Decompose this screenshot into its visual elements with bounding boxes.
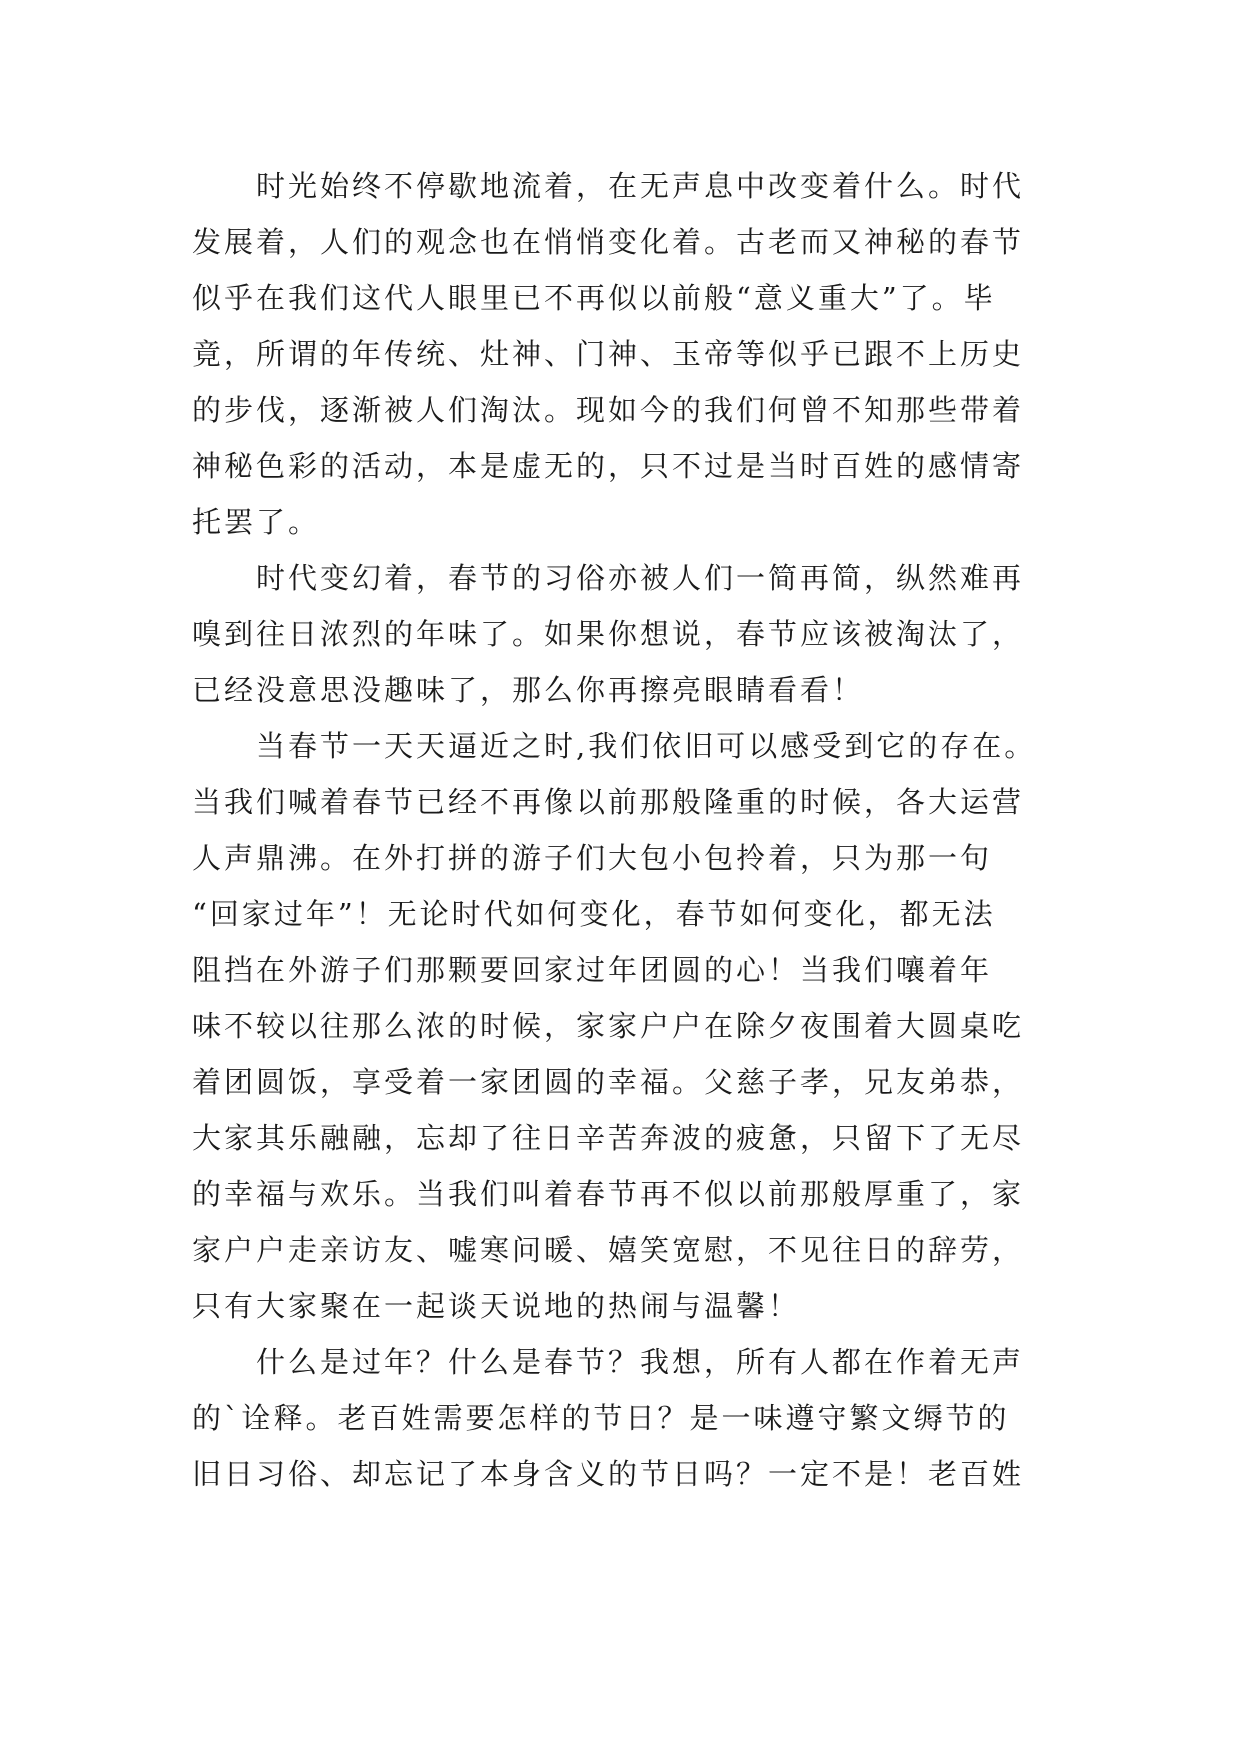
paragraph-4 — [192, 1334, 1062, 1502]
text-line: 的幸福与欢乐。当我们叫着春节再不似以前那般厚重了，家 — [192, 1177, 1025, 1211]
text-line: 当我们喊着春节已经不再像以前那般隆重的时候，各大运营 — [192, 785, 1025, 819]
text-line: 旧日习俗、却忘记了本身含义的节日吗？一定不是！老百姓 — [192, 1457, 1025, 1491]
text-line: 时代变幻着，春节的习俗亦被人们一简再简，纵然难再 — [256, 561, 1025, 595]
text-line: 阻挡在外游子们那颗要回家过年团圆的心！当我们嚷着年 — [192, 953, 993, 987]
text-line: 托罢了。 — [192, 505, 321, 539]
text-line: 人声鼎沸。在外打拼的游子们大包小包拎着，只为那一句 — [192, 841, 993, 875]
text-line: 什么是过年？什么是春节？我想，所有人都在作着无声 — [256, 1345, 1025, 1379]
text-line: 味不较以往那么浓的时候，家家户户在除夕夜围着大圆桌吃 — [192, 1009, 1025, 1043]
text-line: 似乎在我们这代人眼里已不再似以前般“意义重大”了。毕 — [192, 281, 996, 315]
text-line: “回家过年”！无论时代如何变化，春节如何变化，都无法 — [192, 897, 996, 931]
text-line: 嗅到往日浓烈的年味了。如果你想说，春节应该被淘汰了， — [192, 617, 1025, 651]
text-line: 大家其乐融融，忘却了往日辛苦奔波的疲惫，只留下了无尽 — [192, 1121, 1025, 1155]
text-line: 神秘色彩的活动，本是虚无的，只不过是当时百姓的感情寄 — [192, 449, 1025, 483]
text-line: 发展着，人们的观念也在悄悄变化着。古老而又神秘的春节 — [192, 225, 1025, 259]
paragraph-2 — [192, 550, 1062, 718]
text-line: 的步伐，逐渐被人们淘汰。现如今的我们何曾不知那些带着 — [192, 393, 1025, 427]
paragraph-1 — [192, 158, 1062, 550]
text-line: 已经没意思没趣味了，那么你再擦亮眼睛看看！ — [192, 673, 865, 707]
text-line: 的`诠释。老百姓需要怎样的节日？是一味遵守繁文缛节的 — [192, 1401, 1010, 1435]
text-line: 时光始终不停歇地流着，在无声息中改变着什么。时代 — [256, 169, 1025, 203]
document-body — [192, 158, 1062, 1502]
text-line: 竟，所谓的年传统、灶神、门神、玉帝等似乎已跟不上历史 — [192, 337, 1025, 371]
text-line: 只有大家聚在一起谈天说地的热闹与温馨！ — [192, 1289, 801, 1323]
text-line: 当春节一天天逼近之时,我们依旧可以感受到它的存在。 — [256, 729, 1037, 763]
paragraph-3 — [192, 718, 1062, 1334]
text-line: 着团圆饭，享受着一家团圆的幸福。父慈子孝，兄友弟恭， — [192, 1065, 1025, 1099]
text-line: 家户户走亲访友、嘘寒问暖、嬉笑宽慰，不见往日的辞劳， — [192, 1233, 1025, 1267]
